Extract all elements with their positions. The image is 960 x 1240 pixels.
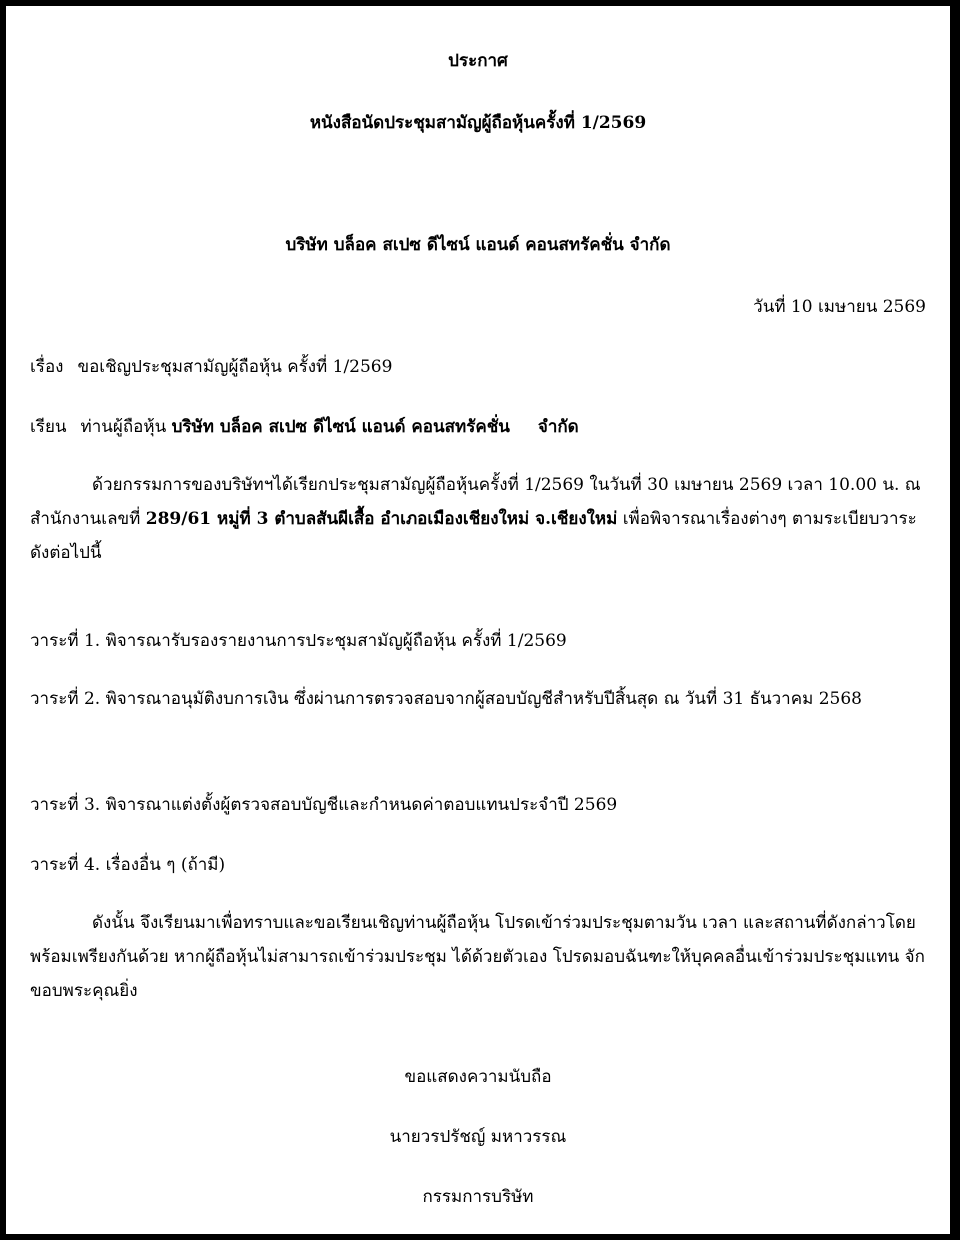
intro-text-end: เพื่อพิจารณาเรื่องต่างๆ ตามระเบียบวาระดังต่อไปนี้: [30, 509, 917, 563]
closing-text: ดังนั้น จึงเรียนมาเพื่อทราบและขอเรียนเชิญท่านผู้ถือหุ้น โปรดเข้าร่วมประชุมตามวัน เวลา และสถานที่ดังกล่าวโดยพร้อมเพรียงกันด้วย หากผู้ถือหุ้นไม่สามารถเข้าร่วมประชุม ได้ด้วยตัวเอง โปรดมอบฉันฑะให้บุคคลอื่นเข้าร่วมประชุมแทน จักขอบพระคุณยิ่ง: [30, 913, 925, 1001]
notice-title: ประกาศ: [448, 51, 508, 71]
recipient-prefix: ท่านผู้ถือหุ้น: [80, 417, 167, 437]
document-date: วันที่ 10 เมษายน 2569: [753, 297, 926, 317]
agenda-item-3: [30, 794, 926, 816]
agenda-label: วาระที่ 1.: [30, 631, 101, 651]
subject-label: เรื่อง: [30, 357, 64, 377]
recipient-label: เรียน: [30, 417, 67, 437]
subject-text: ขอเชิญประชุมสามัญผู้ถือหุ้น ครั้งที่ 1/2569: [77, 357, 393, 377]
agenda-item-4: [30, 854, 926, 876]
signatory-name: นายวรปรัชญ์ มหาวรรณ: [389, 1127, 567, 1147]
intro-paragraph: [30, 468, 926, 570]
meeting-address: 289/61 หมู่ที่ 3 ตำบลสันผีเสื้อ อำเภอเมืองเชียงใหม่ จ.เชียงใหม่: [145, 509, 618, 529]
meeting-title: หนังสือนัดประชุมสามัญผู้ถือหุ้นครั้งที่ 1/2569: [309, 113, 647, 133]
agenda-text: เรื่องอื่น ๆ (ถ้ามี): [105, 855, 226, 875]
signatory-position: กรรมการบริษัท: [422, 1187, 534, 1207]
signature-regards: ขอแสดงความนับถือ: [404, 1067, 552, 1087]
agenda-text: พิจารณาอนุมัติงบการเงิน ซึ่งผ่านการตรวจสอบจากผู้สอบบัญชีสำหรับปีสิ้นสุด ณ วันที่ 31 ธันวาคม 2568: [105, 689, 862, 709]
recipient-line: [30, 416, 926, 438]
agenda-text: พิจารณาแต่งตั้งผู้ตรวจสอบบัญชีและกำหนดค่าตอบแทนประจำปี 2569: [105, 795, 618, 815]
recipient-suffix: จำกัด: [537, 417, 579, 437]
closing-paragraph: [30, 906, 926, 1008]
agenda-label: วาระที่ 2.: [30, 689, 101, 709]
document-page: [6, 6, 950, 1234]
agenda-label: วาระที่ 3.: [30, 795, 101, 815]
agenda-text: พิจารณารับรองรายงานการประชุมสามัญผู้ถือหุ้น ครั้งที่ 1/2569: [105, 631, 567, 651]
company-name: บริษัท บล็อค สเปซ ดีไซน์ แอนด์ คอนสทรัคชั่น จำกัด: [285, 235, 671, 255]
subject-line: [30, 356, 926, 378]
agenda-label: วาระที่ 4.: [30, 855, 101, 875]
agenda-item-1: [30, 630, 926, 652]
intro-text: ด้วยกรรมการของบริษัทฯได้เรียกประชุมสามัญผู้ถือหุ้นครั้งที่ 1/2569 ในวันที่ 30 เมษายน 2569 เวลา 10.00 น. ณ สำนักงานเลขที่: [30, 475, 921, 529]
agenda-item-2: [30, 682, 926, 716]
recipient-company: บริษัท บล็อค สเปซ ดีไซน์ แอนด์ คอนสทรัคชั่น: [171, 417, 510, 437]
